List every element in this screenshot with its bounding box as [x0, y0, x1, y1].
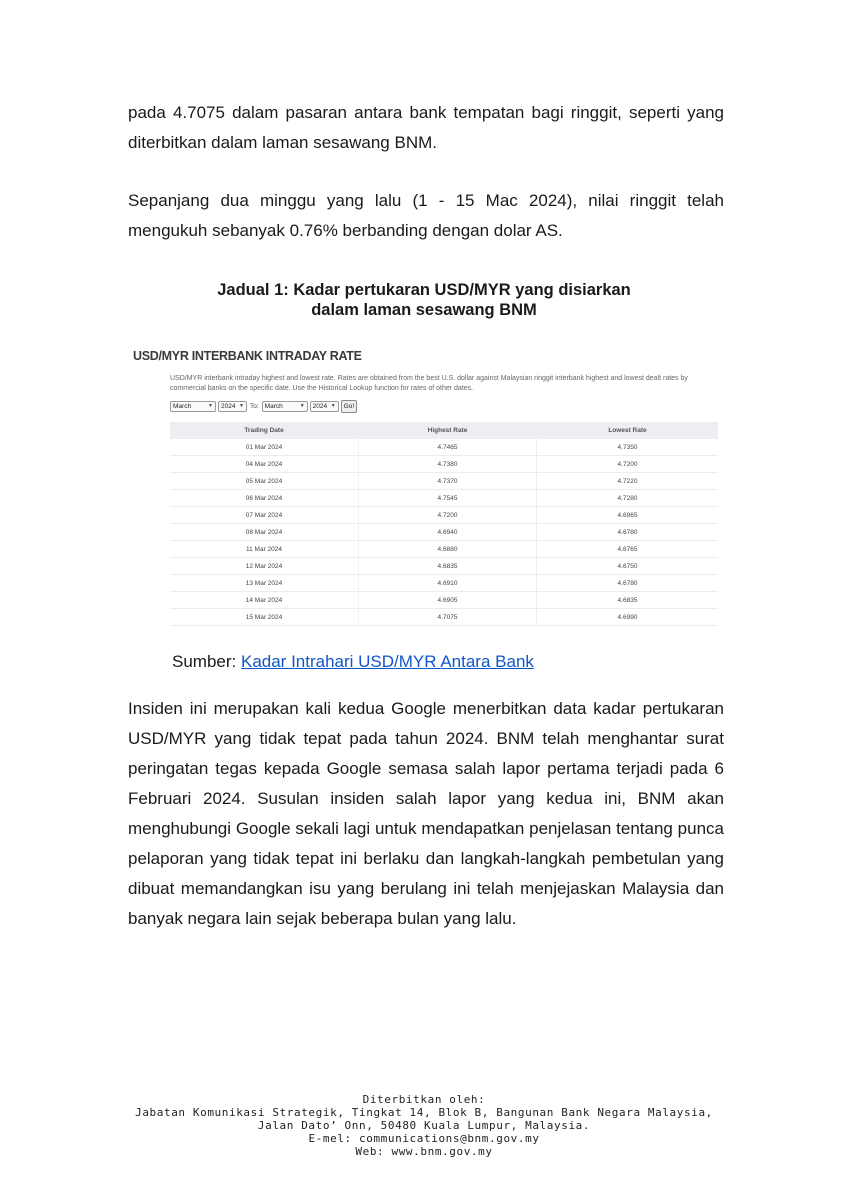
table-row: [170, 507, 718, 524]
trading-date-cell: 06 Mar 2024: [170, 490, 359, 507]
lowest-rate-cell: 4.6780: [537, 575, 719, 592]
table-row: [170, 575, 718, 592]
trading-date-cell: 08 Mar 2024: [170, 524, 359, 541]
chevron-down-icon: ▼: [239, 403, 244, 409]
table-row: [170, 439, 718, 456]
lowest-rate-cell: 4.7220: [537, 473, 719, 490]
chevron-down-icon: ▼: [330, 403, 336, 409]
embed-title: USD/MYR INTERBANK INTRADAY RATE: [133, 349, 362, 363]
table-row: [170, 558, 718, 575]
from-year-value: 2024: [221, 402, 236, 410]
column-header-trading-date: Trading Date: [170, 422, 359, 439]
trading-date-cell: 05 Mar 2024: [170, 473, 359, 490]
source-link[interactable]: Kadar Intrahari USD/MYR Antara Bank: [240, 652, 534, 671]
footer-line-published-by: Diterbitkan oleh:: [362, 1093, 486, 1106]
trading-date-cell: 13 Mar 2024: [170, 575, 359, 592]
body-paragraph-2: Sepanjang dua minggu yang lalu (1 - 15 Mac 2024), nilai ringgit telah mengukuh sebanyak 0.76% berbanding dengan dolar AS.: [128, 191, 724, 240]
from-year-select[interactable]: [218, 401, 247, 412]
table-row: [170, 592, 718, 609]
from-month-select[interactable]: [170, 401, 216, 412]
highest-rate-cell: 4.6940: [359, 524, 537, 541]
publisher-footer: [0, 1093, 848, 1158]
highest-rate-cell: 4.7370: [359, 473, 537, 490]
to-month-select[interactable]: [262, 401, 308, 412]
footer-line-department: Jabatan Komunikasi Strategik, Tingkat 14, Blok B, Bangunan Bank Negara Malaysia,: [135, 1106, 713, 1119]
source-label: Sumber:: [172, 652, 237, 671]
table-row: [170, 456, 718, 473]
column-header-lowest-rate: Lowest Rate: [537, 422, 719, 439]
lowest-rate-cell: 4.7350: [537, 439, 719, 456]
trading-date-cell: 01 Mar 2024: [170, 439, 359, 456]
footer-line-web: Web: www.bnm.gov.my: [355, 1145, 493, 1158]
to-label: To:: [250, 402, 259, 410]
lowest-rate-cell: 4.7200: [537, 456, 719, 473]
rates-table: [170, 422, 718, 626]
lowest-rate-cell: 4.6780: [537, 524, 719, 541]
lowest-rate-cell: 4.6750: [537, 558, 719, 575]
highest-rate-cell: 4.6880: [359, 541, 537, 558]
trading-date-cell: 12 Mar 2024: [170, 558, 359, 575]
highest-rate-cell: 4.6910: [359, 575, 537, 592]
from-month-value: March: [173, 402, 192, 410]
trading-date-cell: 04 Mar 2024: [170, 456, 359, 473]
table-row: [170, 490, 718, 507]
trading-date-cell: 14 Mar 2024: [170, 592, 359, 609]
chevron-down-icon: ▼: [299, 403, 305, 409]
embed-description: USD/MYR interbank intraday highest and lowest rate. Rates are obtained from the best U.S. dollar against Malaysian ringgit interbank highest and lowest dealt rates by commercial banks on the specific date. Use the Historical Lookup function for rates of other dates.: [170, 375, 688, 392]
highest-rate-cell: 4.7465: [359, 439, 537, 456]
chevron-down-icon: ▼: [208, 403, 213, 409]
trading-date-cell: 07 Mar 2024: [170, 507, 359, 524]
highest-rate-cell: 4.6835: [359, 558, 537, 575]
lowest-rate-cell: 4.6990: [537, 609, 719, 626]
highest-rate-cell: 4.7545: [359, 490, 537, 507]
date-range-controls: [170, 400, 357, 412]
to-year-select[interactable]: [310, 401, 339, 412]
table-caption-line-2: dalam laman sesawang BNM: [311, 301, 537, 319]
to-month-value: March: [264, 402, 283, 410]
table-row: [170, 524, 718, 541]
lowest-rate-cell: 4.6765: [537, 541, 719, 558]
highest-rate-cell: 4.7380: [359, 456, 537, 473]
table-row: [170, 541, 718, 558]
trading-date-cell: 15 Mar 2024: [170, 609, 359, 626]
footer-line-email: E-mel: communications@bnm.gov.my: [308, 1132, 540, 1145]
highest-rate-cell: 4.7075: [359, 609, 537, 626]
table-header-row: [170, 422, 718, 439]
highest-rate-cell: 4.7200: [359, 507, 537, 524]
to-year-value: 2024: [312, 402, 328, 410]
lowest-rate-cell: 4.6835: [537, 592, 719, 609]
go-button[interactable]: Go!: [341, 400, 357, 413]
table-caption-line-1: Jadual 1: Kadar pertukaran USD/MYR yang disiarkan: [217, 281, 631, 299]
column-header-highest-rate: Highest Rate: [359, 422, 537, 439]
lowest-rate-cell: 4.6965: [537, 507, 719, 524]
source-line: [172, 652, 534, 672]
bnm-rate-screenshot: [128, 336, 728, 626]
lowest-rate-cell: 4.7280: [537, 490, 719, 507]
body-paragraph-3: Insiden ini merupakan kali kedua Google menerbitkan data kadar pertukaran USD/MYR yang tidak tepat pada tahun 2024. BNM telah menghantar surat peringatan tegas kepada Google semasa salah lapor pertama terjadi pada 6 Februari 2024. Susulan insiden salah lapor yang kedua ini, BNM akan menghubungi Google sekali lagi untuk mendapatkan penjelasan tentang punca pelaporan yang tidak tepat ini berlaku dan langkah-langkah pembetulan yang dibuat memandangkan isu yang berulang ini telah menjejaskan Malaysia dan banyak negara lain sejak beberapa bulan yang lalu.: [128, 699, 724, 928]
footer-line-address: Jalan Dato’ Onn, 50480 Kuala Lumpur, Malaysia.: [257, 1119, 591, 1132]
trading-date-cell: 11 Mar 2024: [170, 541, 359, 558]
table-caption: [0, 280, 848, 320]
body-paragraph-1: pada 4.7075 dalam pasaran antara bank tempatan bagi ringgit, seperti yang diterbitkan dalam laman sesawang BNM.: [128, 103, 724, 152]
table-row: [170, 473, 718, 490]
highest-rate-cell: 4.6905: [359, 592, 537, 609]
table-row: [170, 609, 718, 626]
